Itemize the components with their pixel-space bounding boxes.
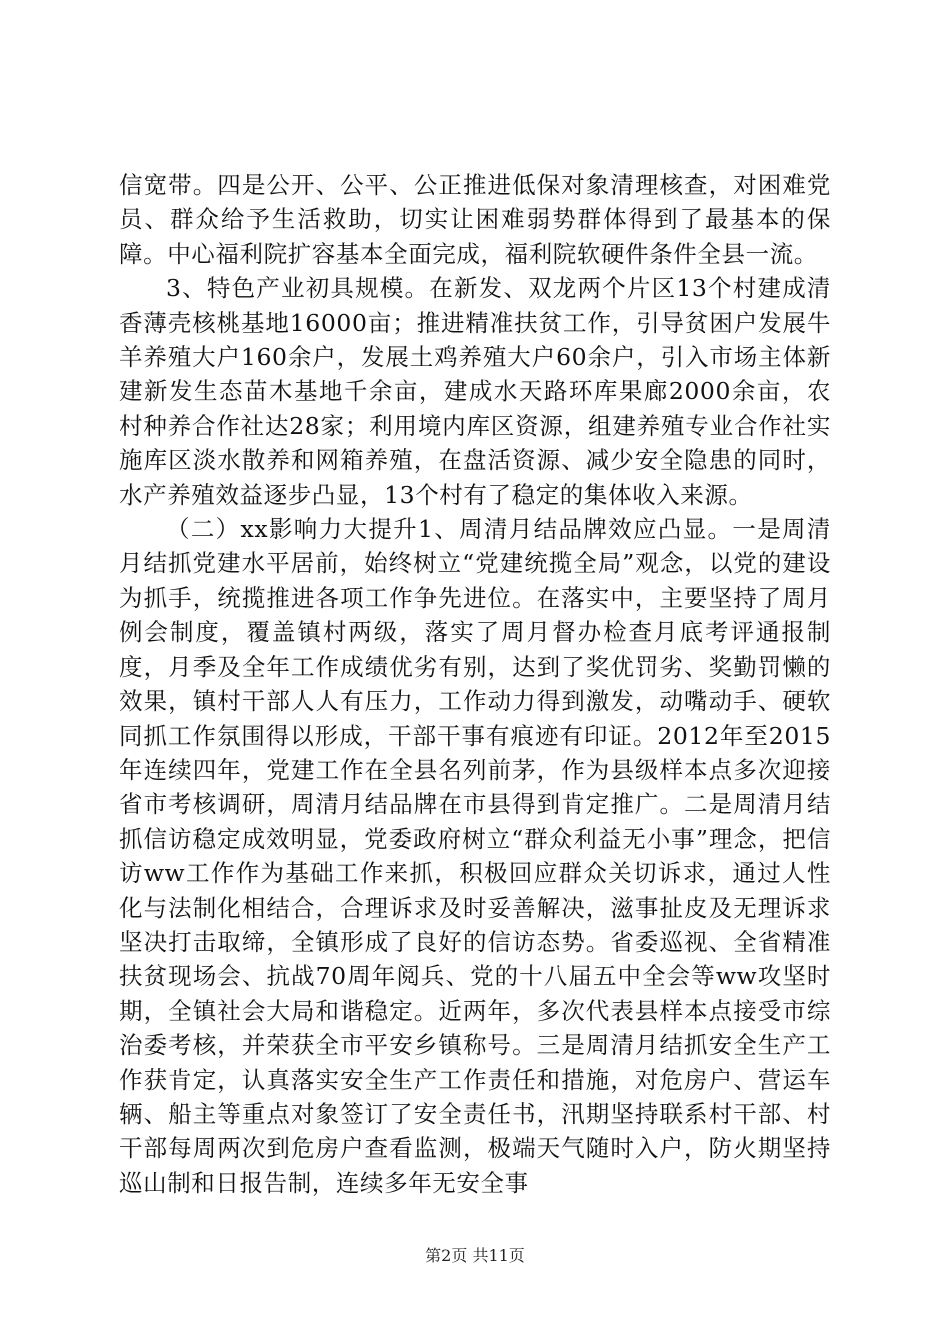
page-footer: 第2页 共11页 — [425, 1246, 525, 1265]
paragraph-influence: （二）xx影响力大提升1、周清月结品牌效应凸显。一是周清月结抓党建水平居前，始终树立“党建统揽全局”观念，以党的建设为抓手，统揽推进各项工作争先进位。在落实中，主要坚持了周月例会制度，覆盖镇村两级，落实了周月督办检查月底考评通报制度，月季及全年工作成绩优劣有别，达到了奖优罚劣、奖勤罚懒的效果，镇村干部人人有压力，工作动力得到激发，动嘴动手、硬软同抓工作氛围得以形成，干部干事有痕迹有印证。2012年至2015年连续四年，党建工作在全县名列前茅，作为县级样本点多次迎接省市考核调研，周清月结品牌在市县得到肯定推广。二是周清月结抓信访稳定成效明显，党委政府树立“群众利益无小事”理念，把信访ww工作作为基础工作来抓，积极回应群众关切诉求，通过人性化与法制化相结合，合理诉求及时妥善解决，滋事扯皮及无理诉求坚决打击取缔，全镇形成了良好的信访态势。省委巡视、全省精准扶贫现场会、抗战70周年阅兵、党的十八届五中全会等ww攻坚时期，全镇社会大局和谐稳定。近两年，多次代表县样本点接受市综治委考核，并荣获全市平安乡镇称号。三是周清月结抓安全生产工作获肯定，认真落实安全生产工作责任和措施，对危房户、营运车辆、船主等重点对象签订了安全责任书，汛期坚持联系村干部、村干部每周两次到危房户查看监测，极端天气随时入户，防火期坚持巡山制和日报告制，连续多年无安全事 — [119, 515, 831, 1197]
paragraph-specialty-industry: 3、特色产业初具规模。在新发、双龙两个片区13个村建成清香薄壳核桃基地16000亩；推进精准扶贫工作，引导贫困户发展牛羊养殖大户160余户，发展土鸡养殖大户60余户，引入市场主体新建新发生态苗木基地千余亩，建成水天路环库果廊2000余亩，农村种养合作社达28家；利用境内库区资源，组建养殖专业合作社实施库区淡水散养和网箱养殖，在盘活资源、减少安全隐患的同时，水产养殖效益逐步凸显，13个村有了稳定的集体收入来源。 — [119, 274, 831, 509]
document-body — [119, 168, 831, 1200]
paragraph-continuation: 信宽带。四是公开、公平、公正推进低保对象清理核查，对困难党员、群众给予生活救助，切实让困难弱势群体得到了最基本的保障。中心福利院扩容基本全面完成，福利院软硬件条件全县一流。 — [119, 171, 831, 268]
